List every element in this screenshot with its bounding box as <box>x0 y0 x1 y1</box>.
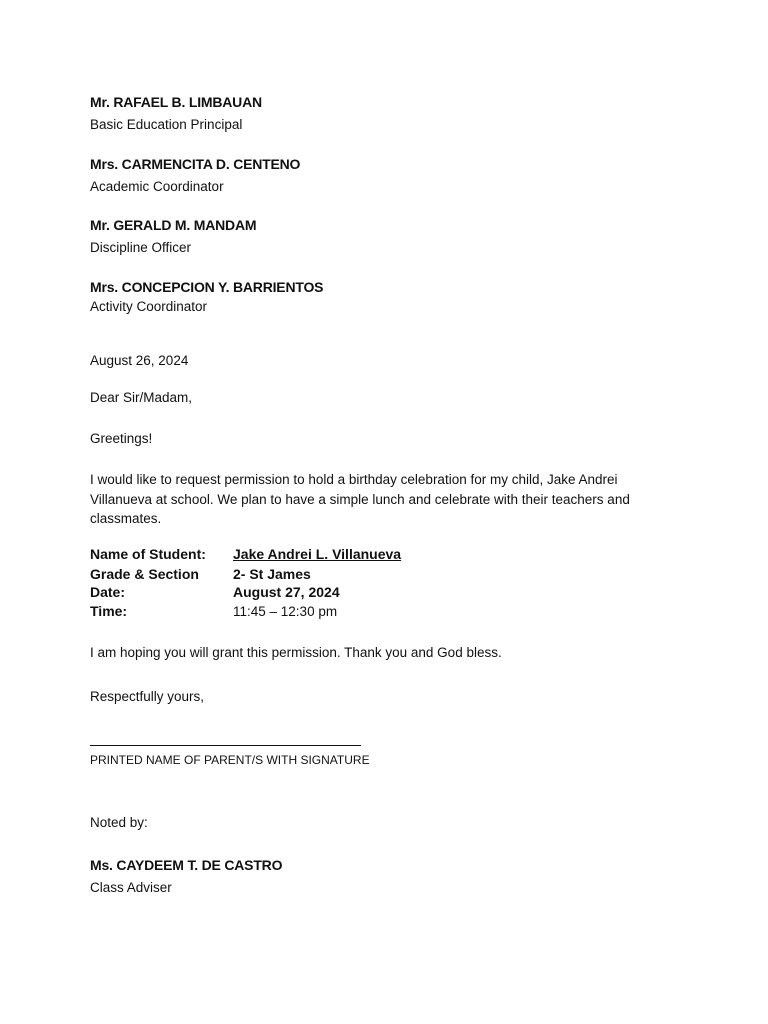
recipient-title-activity-coordinator: Activity Coordinator <box>90 299 208 314</box>
signature-line <box>90 745 361 746</box>
recipient-name-principal: Mr. RAFAEL B. LIMBAUAN <box>90 94 262 110</box>
detail-label-time: Time: <box>90 603 128 619</box>
recipient-name-academic-coordinator: Mrs. CARMENCITA D. CENTENO <box>90 156 301 172</box>
salutation: Dear Sir/Madam, <box>90 390 193 405</box>
greeting: Greetings! <box>90 431 153 446</box>
letter-date: August 26, 2024 <box>90 353 189 368</box>
detail-label-student-name: Name of Student: <box>90 546 206 562</box>
recipient-name-activity-coordinator: Mrs. CONCEPCION Y. BARRIENTOS <box>90 279 324 295</box>
noted-by-title: Class Adviser <box>90 880 172 895</box>
noted-by-label: Noted by: <box>90 815 148 830</box>
detail-value-grade-section: 2- St James <box>233 566 311 582</box>
detail-label-date: Date: <box>90 584 126 600</box>
recipient-title-discipline-officer: Discipline Officer <box>90 240 192 255</box>
body-paragraph: I would like to request permission to hold a birthday celebration for my child, Jake Andrei Villanueva at school. We plan to have a simple lunch and celebrate with their teachers and classmates. <box>90 472 630 526</box>
recipient-name-discipline-officer: Mr. GERALD M. MANDAM <box>90 217 257 233</box>
noted-by-name: Ms. CAYDEEM T. DE CASTRO <box>90 857 283 873</box>
signature-caption: PRINTED NAME OF PARENT/S WITH SIGNATURE <box>90 753 370 767</box>
closing-line: I am hoping you will grant this permission. Thank you and God bless. <box>90 645 502 660</box>
recipient-title-principal: Basic Education Principal <box>90 117 243 132</box>
detail-value-student-name: Jake Andrei L. Villanueva <box>233 546 402 562</box>
detail-value-time: 11:45 – 12:30 pm <box>233 604 338 619</box>
recipient-title-academic-coordinator: Academic Coordinator <box>90 179 224 194</box>
detail-value-date: August 27, 2024 <box>233 584 340 600</box>
detail-label-grade-section: Grade & Section <box>90 566 199 582</box>
complimentary-close: Respectfully yours, <box>90 689 205 704</box>
